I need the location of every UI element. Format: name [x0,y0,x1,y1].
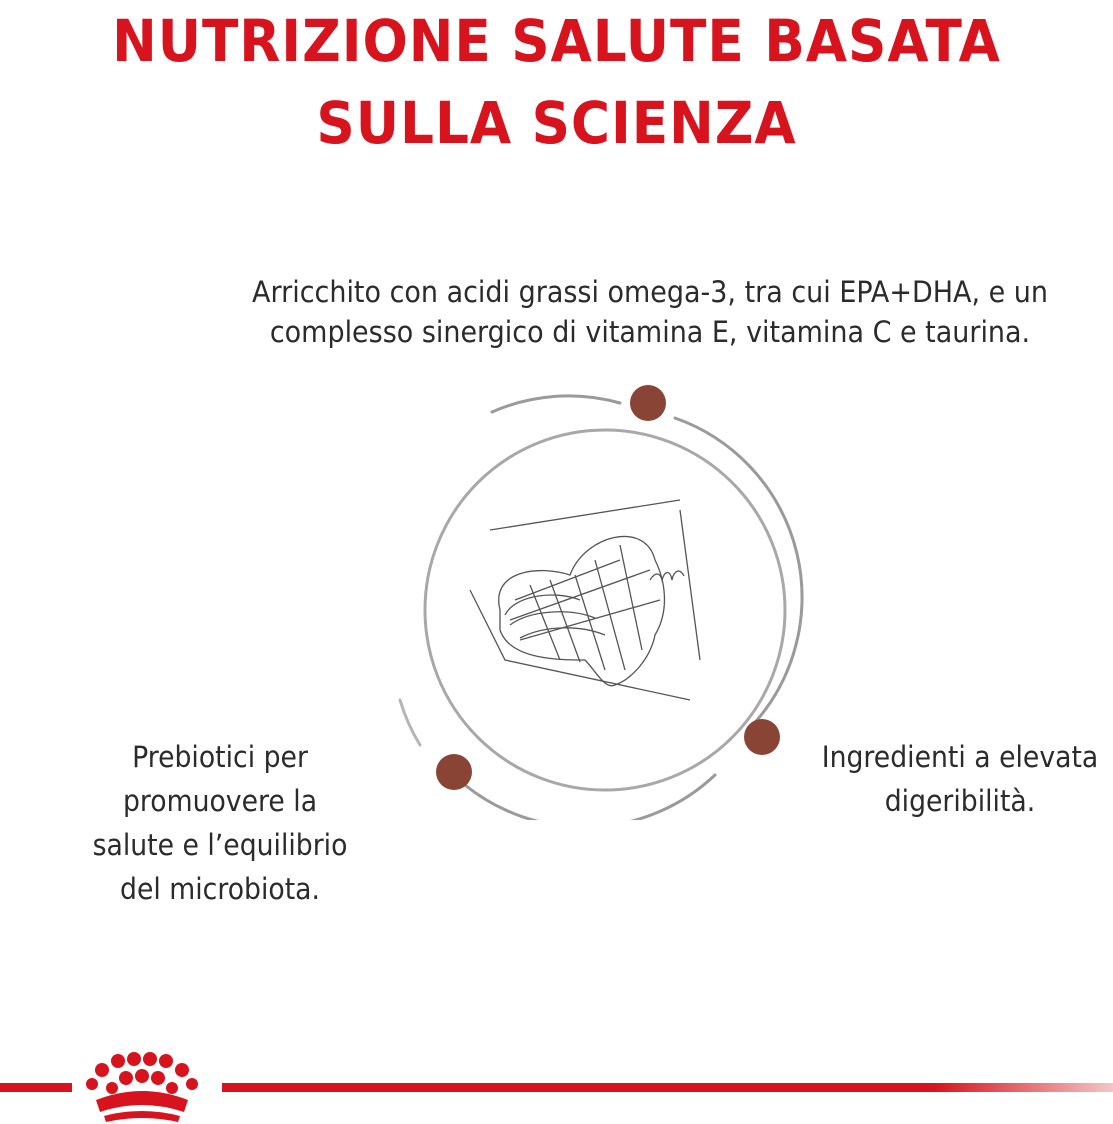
title-line-1: NUTRIZIONE SALUTE BASATA [112,7,1001,75]
inner-ring [425,430,785,790]
footer-rule-right [222,1083,1113,1092]
royal-canin-crown-icon [82,1052,212,1124]
footer-brand-bar [0,1050,1113,1124]
intestine-sketch-icon [470,500,700,700]
benefit-left-line-3: salute e l’equilibrio [92,828,348,862]
bullet-left-icon [436,754,472,790]
benefit-left-line-1: Prebiotici per [132,740,308,774]
bullet-right-icon [744,719,780,755]
outer-ring-arc-bottom [465,775,715,820]
outer-ring-arc-right [675,418,802,730]
footer-rule-left [0,1083,72,1092]
outer-ring-arc-top [492,396,620,412]
bullet-top-icon [630,385,666,421]
benefit-right-line-1: Ingredienti a elevata [821,740,1099,774]
benefit-left-line-4: del microbiota. [120,872,320,906]
benefit-digestibility [794,735,1113,823]
intro-line-1: Arricchito con acidi grassi omega-3, tra cui EPA+DHA, e un [252,275,1048,309]
benefit-left-line-2: promuovere la [122,784,318,818]
title-line-2: SULLA SCIENZA [316,89,797,157]
benefits-rings [380,370,830,820]
intro-line-2: complesso sinergico di vitamina E, vitamina C e taurina. [269,315,1031,349]
intro-benefit-text [185,272,1113,352]
benefits-diagram [380,370,830,820]
page-title [45,0,1069,164]
benefit-prebiotics [54,735,385,911]
outer-ring-arc-left [400,700,420,745]
benefit-right-line-2: digeribilità. [884,784,1036,818]
